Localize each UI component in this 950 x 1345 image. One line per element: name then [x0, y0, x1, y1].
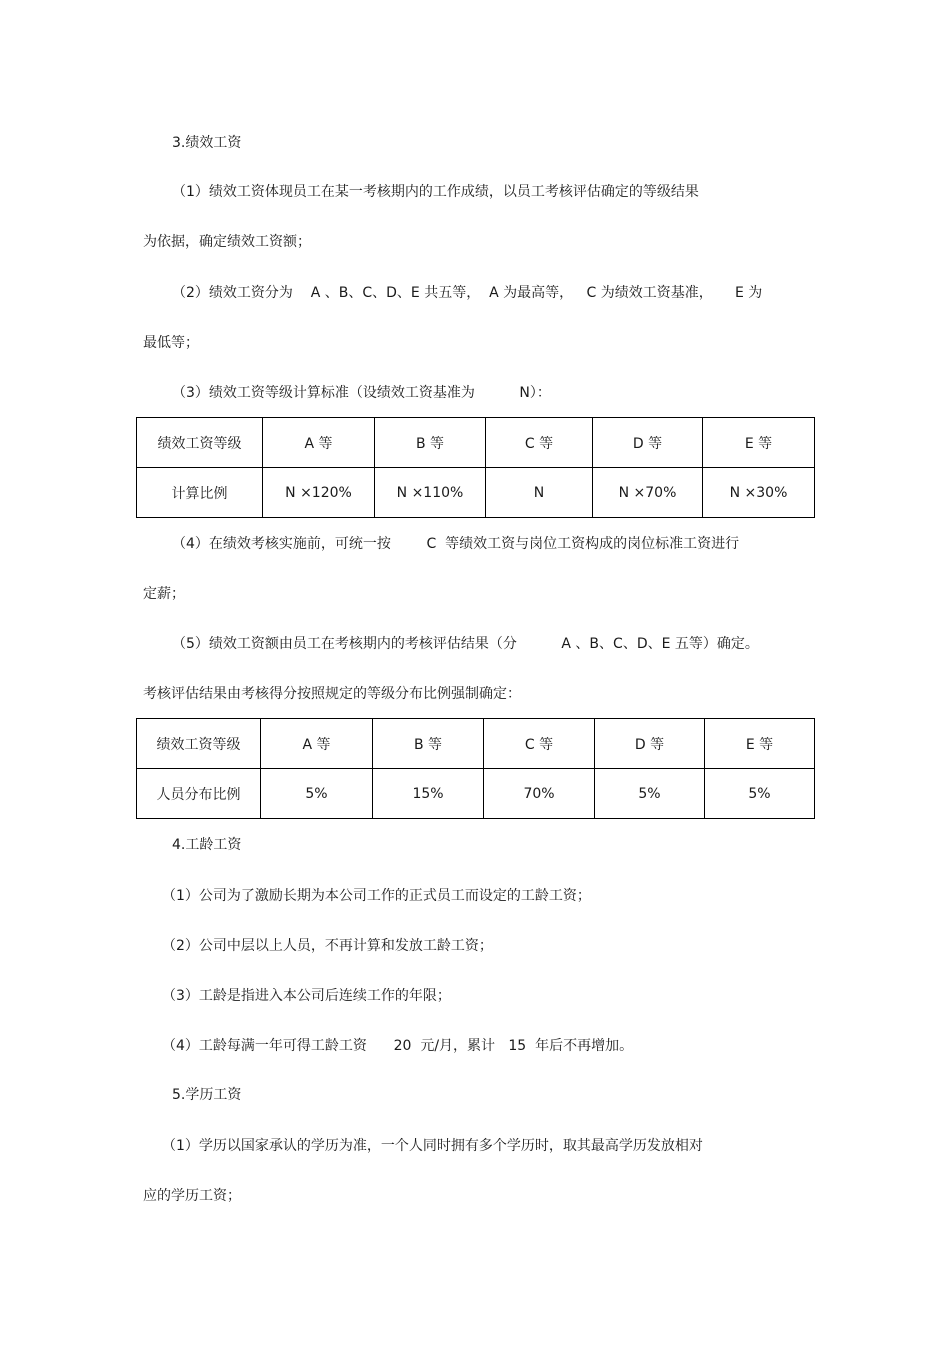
- table-cell: E 等: [705, 719, 815, 769]
- table-cell: B 等: [375, 418, 486, 468]
- table-cell: N ×110%: [375, 468, 486, 518]
- paragraph-2-line-2: 最低等；: [143, 335, 199, 351]
- table-cell: 计算比例: [137, 468, 263, 518]
- grade-distribution-table: [136, 718, 815, 819]
- table-cell: 70%: [484, 769, 595, 819]
- table-header-row: [137, 418, 815, 468]
- table-cell: C 等: [486, 418, 593, 468]
- table-cell: N ×120%: [263, 468, 375, 518]
- heading-seniority-pay: 4.工龄工资: [172, 837, 242, 853]
- paragraph-5-line-2: 考核评估结果由考核得分按照规定的等级分布比例强制确定：: [143, 686, 521, 702]
- table-cell: 15%: [373, 769, 484, 819]
- paragraph-3: （3）绩效工资等级计算标准（设绩效工资基准为 N）：: [172, 385, 551, 401]
- table-cell: 5%: [705, 769, 815, 819]
- table-cell: 5%: [261, 769, 373, 819]
- heading-education-pay: 5.学历工资: [172, 1087, 242, 1103]
- education-item-1-line-1: （1）学历以国家承认的学历为准，一个人同时拥有多个学历时，取其最高学历发放相对: [162, 1138, 703, 1154]
- table-cell: B 等: [373, 719, 484, 769]
- table-cell: N ×70%: [593, 468, 703, 518]
- paragraph-2-line-1: （2）绩效工资分为 A 、B、C、D、E 共五等， A 为最高等， C 为绩效工资基准， E 为: [172, 285, 763, 301]
- table-cell: C 等: [484, 719, 595, 769]
- table-cell: D 等: [593, 418, 703, 468]
- heading-performance-pay: 3.绩效工资: [172, 135, 242, 151]
- seniority-item-1: （1）公司为了激励长期为本公司工作的正式员工而设定的工龄工资；: [162, 888, 591, 904]
- table-header-row: [137, 719, 815, 769]
- paragraph-1-line-2: 为依据，确定绩效工资额；: [143, 234, 311, 250]
- table-cell: 绩效工资等级: [137, 418, 263, 468]
- seniority-item-4: （4）工龄每满一年可得工龄工资 20 元/月，累计 15 年后不再增加。: [162, 1038, 634, 1054]
- table-cell: 人员分布比例: [137, 769, 261, 819]
- table-row: [137, 769, 815, 819]
- table-cell: D 等: [595, 719, 705, 769]
- table-row: [137, 468, 815, 518]
- table-cell: E 等: [703, 418, 815, 468]
- seniority-item-2: （2）公司中层以上人员，不再计算和发放工龄工资；: [162, 938, 493, 954]
- paragraph-5-line-1: （5）绩效工资额由员工在考核期内的考核评估结果（分 A 、B、C、D、E 五等）确定。: [172, 636, 759, 652]
- education-item-1-line-2: 应的学历工资；: [143, 1188, 241, 1204]
- table-cell: A 等: [261, 719, 373, 769]
- table-cell: 绩效工资等级: [137, 719, 261, 769]
- table-cell: N: [486, 468, 593, 518]
- grade-calculation-table: [136, 417, 815, 518]
- paragraph-4-line-2: 定薪；: [143, 586, 185, 602]
- table-cell: 5%: [595, 769, 705, 819]
- paragraph-4-line-1: （4）在绩效考核实施前，可统一按 C 等绩效工资与岗位工资构成的岗位标准工资进行: [172, 536, 740, 552]
- seniority-item-3: （3）工龄是指进入本公司后连续工作的年限；: [162, 988, 451, 1004]
- table-cell: A 等: [263, 418, 375, 468]
- table-cell: N ×30%: [703, 468, 815, 518]
- paragraph-1-line-1: （1）绩效工资体现员工在某一考核期内的工作成绩，以员工考核评估确定的等级结果: [172, 184, 699, 200]
